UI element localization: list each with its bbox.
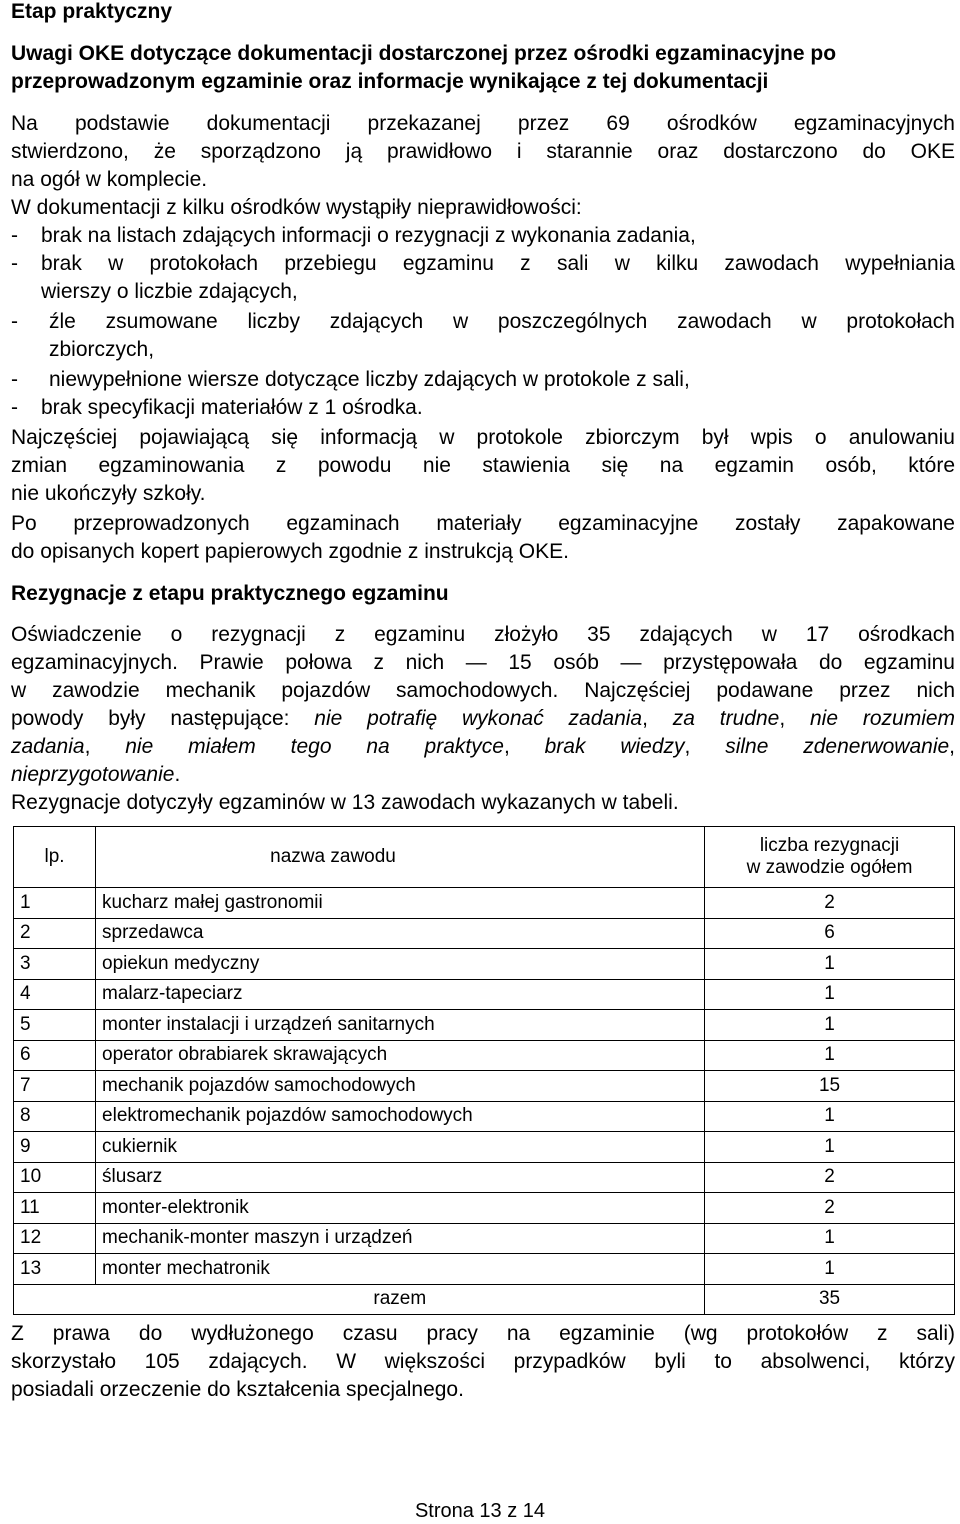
row-occupation: opiekun medyczny [96, 949, 705, 980]
table-header-row [14, 827, 955, 888]
bullet-text: brak w protokołach przebiegu egzaminu z sali w kilku zawodach wypełniania [41, 252, 955, 275]
text-line: nieprzygotowanie. [11, 763, 181, 786]
header-occupation: nazwa zawodu [96, 827, 705, 888]
total-count: 35 [705, 1284, 955, 1315]
bullet-dash: - [11, 224, 18, 247]
text-line: zadania, nie miałem tego na praktyce, brak wiedzy, silne zdenerwowanie, [11, 735, 956, 758]
resignations-table [13, 826, 955, 1315]
extended-time-paragraph [11, 1320, 955, 1404]
table-row [14, 1132, 955, 1163]
row-count: 2 [705, 1193, 955, 1224]
bullet-dash: - [11, 310, 18, 333]
common-info-paragraph [11, 424, 955, 508]
row-lp: 10 [14, 1162, 96, 1193]
table-row [14, 1254, 955, 1285]
bullet-text: niewypełnione wiersze dotyczące liczby zdających w protokole z sali, [49, 368, 690, 391]
row-occupation: monter mechatronik [96, 1254, 705, 1285]
row-lp: 5 [14, 1010, 96, 1041]
bullet-text: brak specyfikacji materiałów z 1 ośrodka. [41, 396, 423, 419]
table-row [14, 1010, 955, 1041]
text-line: na ogół w komplecie. [11, 168, 208, 191]
text-line: w zawodzie mechanik pojazdów samochodowych. Najczęściej podawane przez nich [11, 679, 955, 702]
text-line: Oświadczenie o rezygnacji z egzaminu złożyło 35 zdających w 17 ośrodkach [11, 623, 955, 646]
remarks-heading: Uwagi OKE dotyczące dokumentacji dostarczonej przez ośrodki egzaminacyjne po przeprowadzonym egzaminie oraz informacje wynikające z tej dokumentacji [11, 42, 837, 93]
row-count: 6 [705, 918, 955, 949]
table-row [14, 1071, 955, 1102]
row-count: 1 [705, 1010, 955, 1041]
row-lp: 7 [14, 1071, 96, 1102]
section-title-practical-stage: Etap praktyczny [11, 0, 173, 23]
row-occupation: malarz-tapeciarz [96, 979, 705, 1010]
text-line: nie ukończyły szkoły. [11, 482, 206, 505]
table-row [14, 979, 955, 1010]
table-row [14, 888, 955, 919]
bullet-dash: - [11, 368, 18, 391]
text-line: stwierdzono, że sporządzono ją prawidłowo i starannie oraz dostarczono do OKE [11, 140, 955, 163]
text-line: W dokumentacji z kilku ośrodków wystąpiły nieprawidłowości: [11, 196, 582, 219]
bullet-text: zbiorczych, [49, 338, 155, 361]
total-label: razem [96, 1284, 705, 1315]
text-line: zmian egzaminowania z powodu nie stawienia się na egzamin osób, które [11, 454, 955, 477]
row-lp: 9 [14, 1132, 96, 1163]
row-occupation: mechanik pojazdów samochodowych [96, 1071, 705, 1102]
row-occupation: cukiernik [96, 1132, 705, 1163]
text-line: do opisanych kopert papierowych zgodnie z instrukcją OKE. [11, 540, 569, 563]
row-occupation: sprzedawca [96, 918, 705, 949]
text-line: posiadali orzeczenie do kształcenia specjalnego. [11, 1378, 464, 1401]
row-lp: 4 [14, 979, 96, 1010]
resignations-heading: Rezygnacje z etapu praktycznego egzaminu [11, 582, 449, 605]
row-occupation: elektromechanik pojazdów samochodowych [96, 1101, 705, 1132]
bullet-dash: - [11, 252, 18, 275]
row-lp: 13 [14, 1254, 96, 1285]
row-count: 2 [705, 1162, 955, 1193]
text-line: skorzystało 105 zdających. W większości przypadków byli to absolwenci, którzy [11, 1350, 955, 1373]
row-count: 1 [705, 979, 955, 1010]
row-occupation: kucharz małej gastronomii [96, 888, 705, 919]
packing-paragraph [11, 510, 955, 566]
bullet-text: źle zsumowane liczby zdających w poszczególnych zawodach w protokołach [49, 310, 955, 333]
row-occupation: mechanik-monter maszyn i urządzeń [96, 1223, 705, 1254]
row-count: 1 [705, 1223, 955, 1254]
bullet-dash: - [11, 396, 18, 419]
header-lp: lp. [14, 827, 96, 888]
table-row [14, 949, 955, 980]
row-occupation: operator obrabiarek skrawających [96, 1040, 705, 1071]
bullet-text: wierszy o liczbie zdających, [41, 280, 298, 303]
table-row [14, 1101, 955, 1132]
row-count: 15 [705, 1071, 955, 1102]
page-number: Strona 13 z 14 [414, 1500, 546, 1522]
resignations-paragraph [11, 621, 955, 817]
text-line: Rezygnacje dotyczyły egzaminów w 13 zawodach wykazanych w tabeli. [11, 791, 679, 814]
table-row [14, 1162, 955, 1193]
table-row [14, 1193, 955, 1224]
row-occupation: ślusarz [96, 1162, 705, 1193]
row-count: 2 [705, 888, 955, 919]
row-count: 1 [705, 949, 955, 980]
row-lp: 6 [14, 1040, 96, 1071]
text-line: Z prawa do wydłużonego czasu pracy na egzaminie (wg protokołów z sali) [11, 1322, 955, 1345]
table-row [14, 1223, 955, 1254]
row-lp: 1 [14, 888, 96, 919]
row-lp: 11 [14, 1193, 96, 1224]
text-line: Na podstawie dokumentacji przekazanej przez 69 ośrodków egzaminacyjnych [11, 112, 955, 135]
table-row [14, 1040, 955, 1071]
row-occupation: monter-elektronik [96, 1193, 705, 1224]
intro-paragraph [11, 110, 955, 222]
row-occupation: monter instalacji i urządzeń sanitarnych [96, 1010, 705, 1041]
row-lp: 2 [14, 918, 96, 949]
text-line: Po przeprowadzonych egzaminach materiały egzaminacyjne zostały zapakowane [11, 512, 955, 535]
row-count: 1 [705, 1132, 955, 1163]
table-total-row [14, 1284, 955, 1315]
text-line: Najczęściej pojawiającą się informacją w protokole zbiorczym był wpis o anulowaniu [11, 426, 955, 449]
row-count: 1 [705, 1101, 955, 1132]
text-line: powody były następujące: nie potrafię wykonać zadania, za trudne, nie rozumiem [11, 707, 956, 730]
row-count: 1 [705, 1040, 955, 1071]
text-line: egzaminacyjnych. Prawie połowa z nich — 15 osób — przystępowała do egzaminu [11, 651, 955, 674]
row-count: 1 [705, 1254, 955, 1285]
table-row [14, 918, 955, 949]
row-lp: 3 [14, 949, 96, 980]
header-count: liczba rezygnacji w zawodzie ogółem [705, 827, 955, 888]
row-lp: 8 [14, 1101, 96, 1132]
row-lp: 12 [14, 1223, 96, 1254]
bullet-text: brak na listach zdających informacji o rezygnacji z wykonania zadania, [41, 224, 696, 247]
